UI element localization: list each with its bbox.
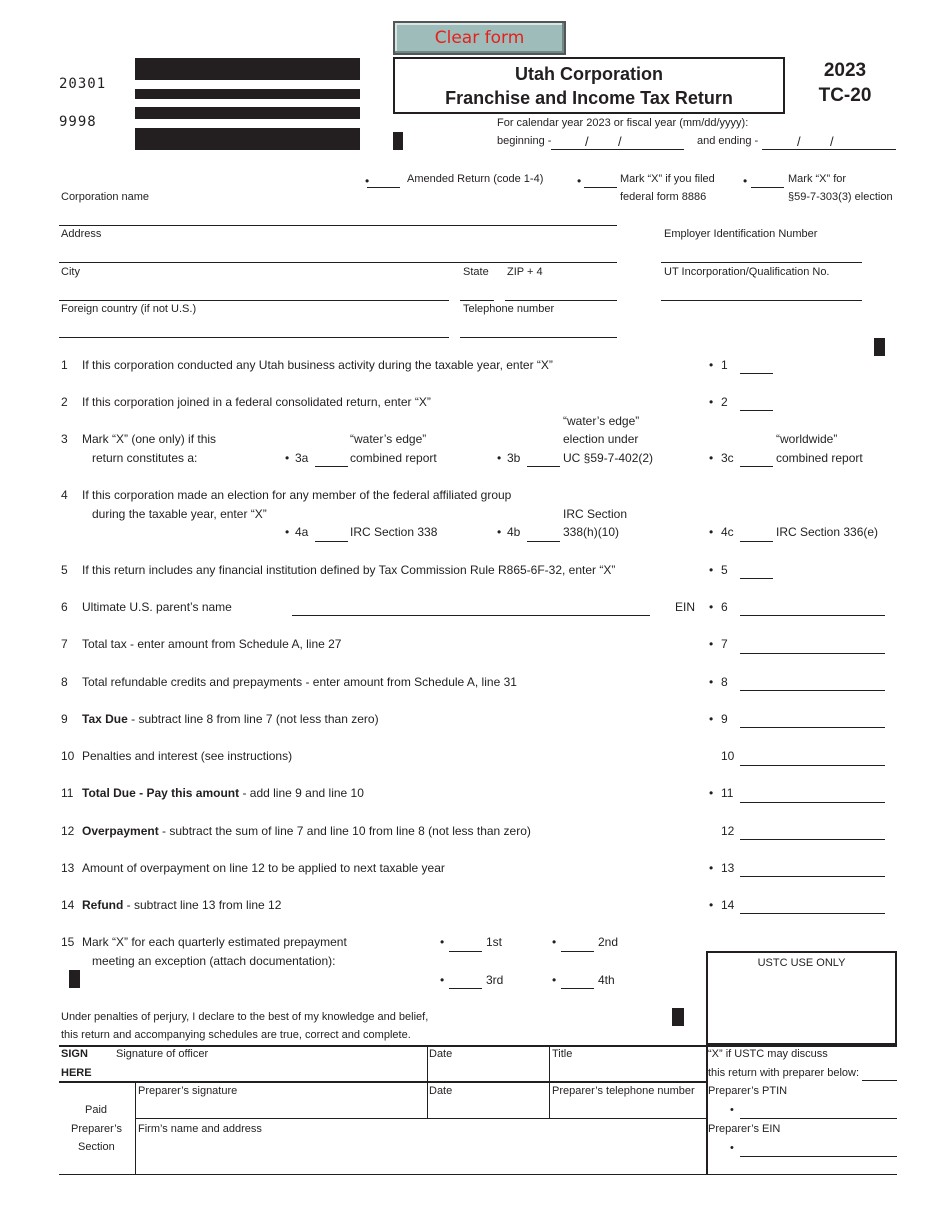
preparer-signature-field[interactable] bbox=[138, 1099, 424, 1117]
divider bbox=[427, 1045, 428, 1118]
discuss-label-2: this return with preparer below: bbox=[708, 1067, 860, 1079]
ustc-use-only-box bbox=[706, 951, 897, 1045]
quarter-4-label: 4th bbox=[598, 973, 615, 987]
form-8886-label-2: federal form 8886 bbox=[620, 191, 707, 203]
date-separator: / bbox=[797, 134, 801, 149]
firm-name-label: Firm’s name and address bbox=[138, 1123, 262, 1135]
line-1-ref: 1 bbox=[721, 358, 728, 372]
line-15-text-2: meeting an exception (attach documentation): bbox=[92, 954, 336, 968]
line-3-text-2: return constitutes a: bbox=[92, 451, 198, 465]
form-id bbox=[800, 58, 890, 108]
line-3c-field[interactable] bbox=[740, 466, 773, 467]
line-4c-field[interactable] bbox=[740, 541, 773, 542]
line-number: 3 bbox=[61, 432, 68, 446]
preparer-ein-label: Preparer’s EIN bbox=[708, 1123, 781, 1135]
line-number: 6 bbox=[61, 600, 68, 614]
ein-label: Employer Identification Number bbox=[664, 228, 818, 240]
election-label-2: §59-7-303(3) election bbox=[788, 191, 893, 203]
perjury-statement-2: this return and accompanying schedules are true, correct and complete. bbox=[61, 1029, 411, 1041]
address-label: Address bbox=[61, 228, 102, 240]
line-number: 9 bbox=[61, 712, 68, 726]
line-3b-field[interactable] bbox=[527, 466, 560, 467]
preparer-signature-label: Preparer’s signature bbox=[138, 1085, 238, 1097]
registration-mark bbox=[393, 132, 403, 150]
line-8-ref: 8 bbox=[721, 675, 728, 689]
line-4b-field[interactable] bbox=[527, 541, 560, 542]
foreign-country-label: Foreign country (if not U.S.) bbox=[61, 303, 197, 315]
line-1-field[interactable] bbox=[740, 373, 773, 374]
line-9-text: Tax Due - subtract line 8 from line 7 (not less than zero) bbox=[82, 712, 379, 726]
beginning-label: beginning - bbox=[497, 135, 552, 147]
address-field[interactable] bbox=[59, 262, 617, 263]
bullet: • bbox=[497, 525, 502, 539]
corporation-name-label: Corporation name bbox=[61, 191, 150, 203]
line-number: 15 bbox=[61, 935, 75, 949]
bullet: • bbox=[285, 451, 290, 465]
zip-label: ZIP + 4 bbox=[507, 266, 543, 278]
form-code-bottom: 9998 bbox=[59, 114, 97, 130]
line-number: 7 bbox=[61, 637, 68, 651]
quarter-4-field[interactable] bbox=[561, 988, 594, 989]
date-separator: / bbox=[830, 134, 834, 149]
line-11-text: Total Due - Pay this amount - add line 9 and line 10 bbox=[82, 786, 364, 800]
line-number: 8 bbox=[61, 675, 68, 689]
line-number: 1 bbox=[61, 358, 68, 372]
registration-mark bbox=[874, 338, 885, 356]
divider bbox=[706, 1045, 708, 1174]
ein-label: EIN bbox=[675, 600, 696, 614]
line-number: 2 bbox=[61, 395, 68, 409]
divider bbox=[135, 1081, 136, 1174]
date-separator: / bbox=[618, 134, 622, 149]
election-label: Mark “X” for bbox=[788, 173, 847, 185]
line-4a-text: IRC Section 338 bbox=[350, 525, 438, 539]
foreign-country-field[interactable] bbox=[59, 337, 449, 338]
line-number: 13 bbox=[61, 861, 75, 875]
bullet: • bbox=[709, 600, 714, 614]
preparer-date-field[interactable] bbox=[429, 1099, 547, 1117]
form-8886-label: Mark “X” if you filed bbox=[620, 173, 715, 185]
divider bbox=[59, 1081, 707, 1083]
line-5-text: If this return includes any financial institution defined by Tax Commission Rule R865-6F-32, enter “X” bbox=[82, 563, 616, 577]
here-label: HERE bbox=[61, 1067, 92, 1079]
ending-date-field[interactable] bbox=[762, 149, 896, 150]
line-8-field[interactable] bbox=[740, 690, 885, 691]
state-field[interactable] bbox=[460, 300, 494, 301]
bullet: • bbox=[709, 637, 714, 651]
line-4c-ref: 4c bbox=[721, 525, 734, 539]
city-label: City bbox=[61, 266, 80, 278]
registration-mark bbox=[672, 1008, 684, 1026]
line-4b-text-2: 338(h)(10) bbox=[563, 525, 620, 539]
firm-name-field[interactable] bbox=[138, 1137, 704, 1172]
line-3b-ref: 3b bbox=[507, 451, 521, 465]
registration-mark bbox=[69, 970, 80, 988]
preparer-ein-field[interactable] bbox=[740, 1156, 897, 1157]
paid-label: Paid bbox=[85, 1104, 108, 1116]
zip-field[interactable] bbox=[505, 300, 617, 301]
telephone-field[interactable] bbox=[460, 337, 617, 338]
officer-title-field[interactable] bbox=[552, 1062, 704, 1080]
bullet: • bbox=[365, 174, 370, 188]
telephone-label: Telephone number bbox=[463, 303, 555, 315]
line-10-text: Penalties and interest (see instructions) bbox=[82, 749, 293, 763]
title-line-2: Franchise and Income Tax Return bbox=[445, 88, 733, 108]
line-4b-ref: 4b bbox=[507, 525, 521, 539]
form-number: TC-20 bbox=[818, 85, 872, 106]
line-3c-ref: 3c bbox=[721, 451, 734, 465]
perjury-statement: Under penalties of perjury, I declare to the best of my knowledge and belief, bbox=[61, 1011, 429, 1023]
quarter-2-field[interactable] bbox=[561, 951, 594, 952]
line-10-ref: 10 bbox=[721, 749, 735, 763]
title-line-1: Utah Corporation bbox=[515, 64, 663, 84]
line-11-ref: 11 bbox=[721, 786, 734, 800]
line-11-field[interactable] bbox=[740, 802, 885, 803]
period-text: For calendar year 2023 or fiscal year (mm/dd/yyyy): bbox=[497, 117, 749, 129]
line-number: 10 bbox=[61, 749, 75, 763]
form-title bbox=[393, 57, 785, 114]
bullet: • bbox=[577, 174, 582, 188]
line-13-field[interactable] bbox=[740, 876, 885, 877]
line-3b-text: “water’s edge” bbox=[563, 414, 640, 428]
form-8886-field[interactable] bbox=[584, 187, 617, 188]
line-number: 11 bbox=[61, 786, 74, 800]
line-4a-field[interactable] bbox=[315, 541, 348, 542]
officer-signature-label: Signature of officer bbox=[116, 1048, 209, 1060]
ut-incorporation-label: UT Incorporation/Qualification No. bbox=[664, 266, 830, 278]
quarter-3-label: 3rd bbox=[486, 973, 504, 987]
bullet: • bbox=[552, 935, 557, 949]
line-4-text: If this corporation made an election for any member of the federal affiliated group bbox=[82, 488, 512, 502]
bullet: • bbox=[709, 861, 714, 875]
ending-label: and ending - bbox=[697, 135, 759, 147]
line-7-text: Total tax - enter amount from Schedule A, line 27 bbox=[82, 637, 342, 651]
date-separator: / bbox=[585, 134, 589, 149]
line-8-text: Total refundable credits and prepayments - enter amount from Schedule A, line 31 bbox=[82, 675, 517, 689]
bullet: • bbox=[730, 1142, 734, 1154]
line-4-text-2: during the taxable year, enter “X” bbox=[92, 507, 267, 521]
sign-label: SIGN bbox=[61, 1048, 88, 1060]
form-year: 2023 bbox=[823, 60, 867, 81]
line-9-field[interactable] bbox=[740, 727, 885, 728]
line-15-text: Mark “X” for each quarterly estimated prepayment bbox=[82, 935, 347, 949]
bullet: • bbox=[709, 525, 714, 539]
line-14-field[interactable] bbox=[740, 913, 885, 914]
city-field[interactable] bbox=[59, 300, 449, 301]
line-7-field[interactable] bbox=[740, 653, 885, 654]
bullet: • bbox=[709, 675, 714, 689]
line-10-field[interactable] bbox=[740, 765, 885, 766]
preparer-phone-label: Preparer’s telephone number bbox=[552, 1085, 695, 1097]
divider bbox=[59, 1045, 897, 1047]
quarter-2-label: 2nd bbox=[598, 935, 619, 949]
line-3c-text: “worldwide” bbox=[776, 432, 838, 446]
line-14-ref: 14 bbox=[721, 898, 735, 912]
ein-field[interactable] bbox=[661, 262, 862, 263]
line-6-text: Ultimate U.S. parent’s name bbox=[82, 600, 232, 614]
beginning-date-field[interactable] bbox=[551, 149, 684, 150]
line-5-field[interactable] bbox=[740, 578, 773, 579]
preparer-date-label: Date bbox=[429, 1085, 453, 1097]
barcode-bar bbox=[135, 89, 360, 99]
barcode-bar bbox=[135, 107, 360, 119]
date-label: Date bbox=[429, 1048, 453, 1060]
divider bbox=[59, 1174, 897, 1175]
line-5-ref: 5 bbox=[721, 563, 728, 577]
preparer-phone-field[interactable] bbox=[552, 1099, 704, 1117]
clear-form-button[interactable]: Clear form bbox=[393, 21, 566, 55]
line-number: 4 bbox=[61, 488, 68, 502]
bullet: • bbox=[709, 563, 714, 577]
bullet: • bbox=[730, 1104, 734, 1116]
amended-return-label: Amended Return (code 1-4) bbox=[407, 173, 544, 185]
barcode-bar bbox=[135, 128, 360, 150]
line-3a-field[interactable] bbox=[315, 466, 348, 467]
line-14-text: Refund - subtract line 13 from line 12 bbox=[82, 898, 282, 912]
parent-ein-field[interactable] bbox=[740, 615, 885, 616]
bullet: • bbox=[743, 174, 748, 188]
line-3-text: Mark “X” (one only) if this bbox=[82, 432, 217, 446]
line-4a-ref: 4a bbox=[295, 525, 309, 539]
corporation-name-field[interactable] bbox=[59, 225, 617, 226]
preparers-label: Preparer’s bbox=[71, 1123, 122, 1135]
bullet: • bbox=[709, 712, 714, 726]
line-12-field[interactable] bbox=[740, 839, 885, 840]
quarter-1-field[interactable] bbox=[449, 951, 482, 952]
bullet: • bbox=[440, 935, 445, 949]
bullet: • bbox=[285, 525, 290, 539]
line-1-text: If this corporation conducted any Utah business activity during the taxable year, enter “X” bbox=[82, 358, 553, 372]
line-6-ref: 6 bbox=[721, 600, 728, 614]
line-13-text: Amount of overpayment on line 12 to be applied to next taxable year bbox=[82, 861, 445, 875]
election-field[interactable] bbox=[751, 187, 784, 188]
title-label: Title bbox=[552, 1048, 573, 1060]
bullet: • bbox=[709, 898, 714, 912]
line-3c-text-2: combined report bbox=[776, 451, 863, 465]
line-number: 14 bbox=[61, 898, 75, 912]
line-2-ref: 2 bbox=[721, 395, 728, 409]
ustc-use-only-label: USTC USE ONLY bbox=[757, 957, 846, 969]
quarter-1-label: 1st bbox=[486, 935, 503, 949]
line-number: 12 bbox=[61, 824, 75, 838]
line-12-ref: 12 bbox=[721, 824, 735, 838]
state-label: State bbox=[463, 266, 489, 278]
bullet: • bbox=[552, 973, 557, 987]
line-4c-text: IRC Section 336(e) bbox=[776, 525, 879, 539]
line-4b-text: IRC Section bbox=[563, 507, 628, 521]
line-3b-text-2: election under bbox=[563, 432, 639, 446]
divider bbox=[136, 1118, 707, 1119]
line-3a-text: “water’s edge” bbox=[350, 432, 427, 446]
officer-signature-field[interactable] bbox=[116, 1062, 424, 1080]
line-number: 5 bbox=[61, 563, 68, 577]
line-9-ref: 9 bbox=[721, 712, 728, 726]
bullet: • bbox=[709, 451, 714, 465]
line-3a-ref: 3a bbox=[295, 451, 309, 465]
ptin-field[interactable] bbox=[740, 1118, 897, 1119]
line-7-ref: 7 bbox=[721, 637, 728, 651]
parent-name-field[interactable] bbox=[292, 615, 650, 616]
line-13-ref: 13 bbox=[721, 861, 735, 875]
quarter-3-field[interactable] bbox=[449, 988, 482, 989]
bullet: • bbox=[497, 451, 502, 465]
line-2-text: If this corporation joined in a federal consolidated return, enter “X” bbox=[82, 395, 431, 409]
section-label: Section bbox=[78, 1141, 115, 1153]
line-2-field[interactable] bbox=[740, 410, 773, 411]
officer-date-field[interactable] bbox=[429, 1062, 547, 1080]
discuss-label: “X” if USTC may discuss bbox=[708, 1048, 828, 1060]
line-12-text: Overpayment - subtract the sum of line 7 and line 10 from line 8 (not less than zero) bbox=[82, 824, 531, 838]
discuss-field[interactable] bbox=[862, 1080, 897, 1081]
amended-return-field[interactable] bbox=[367, 187, 400, 188]
bullet: • bbox=[440, 973, 445, 987]
form-code-top: 20301 bbox=[59, 76, 107, 92]
divider bbox=[549, 1045, 550, 1118]
ut-incorporation-field[interactable] bbox=[661, 300, 862, 301]
bullet: • bbox=[709, 395, 714, 409]
line-3a-text-2: combined report bbox=[350, 451, 437, 465]
line-3b-text-3: UC §59-7-402(2) bbox=[563, 451, 654, 465]
ptin-label: Preparer’s PTIN bbox=[708, 1085, 788, 1097]
bullet: • bbox=[709, 358, 714, 372]
barcode-bar bbox=[135, 58, 360, 80]
bullet: • bbox=[709, 786, 714, 800]
